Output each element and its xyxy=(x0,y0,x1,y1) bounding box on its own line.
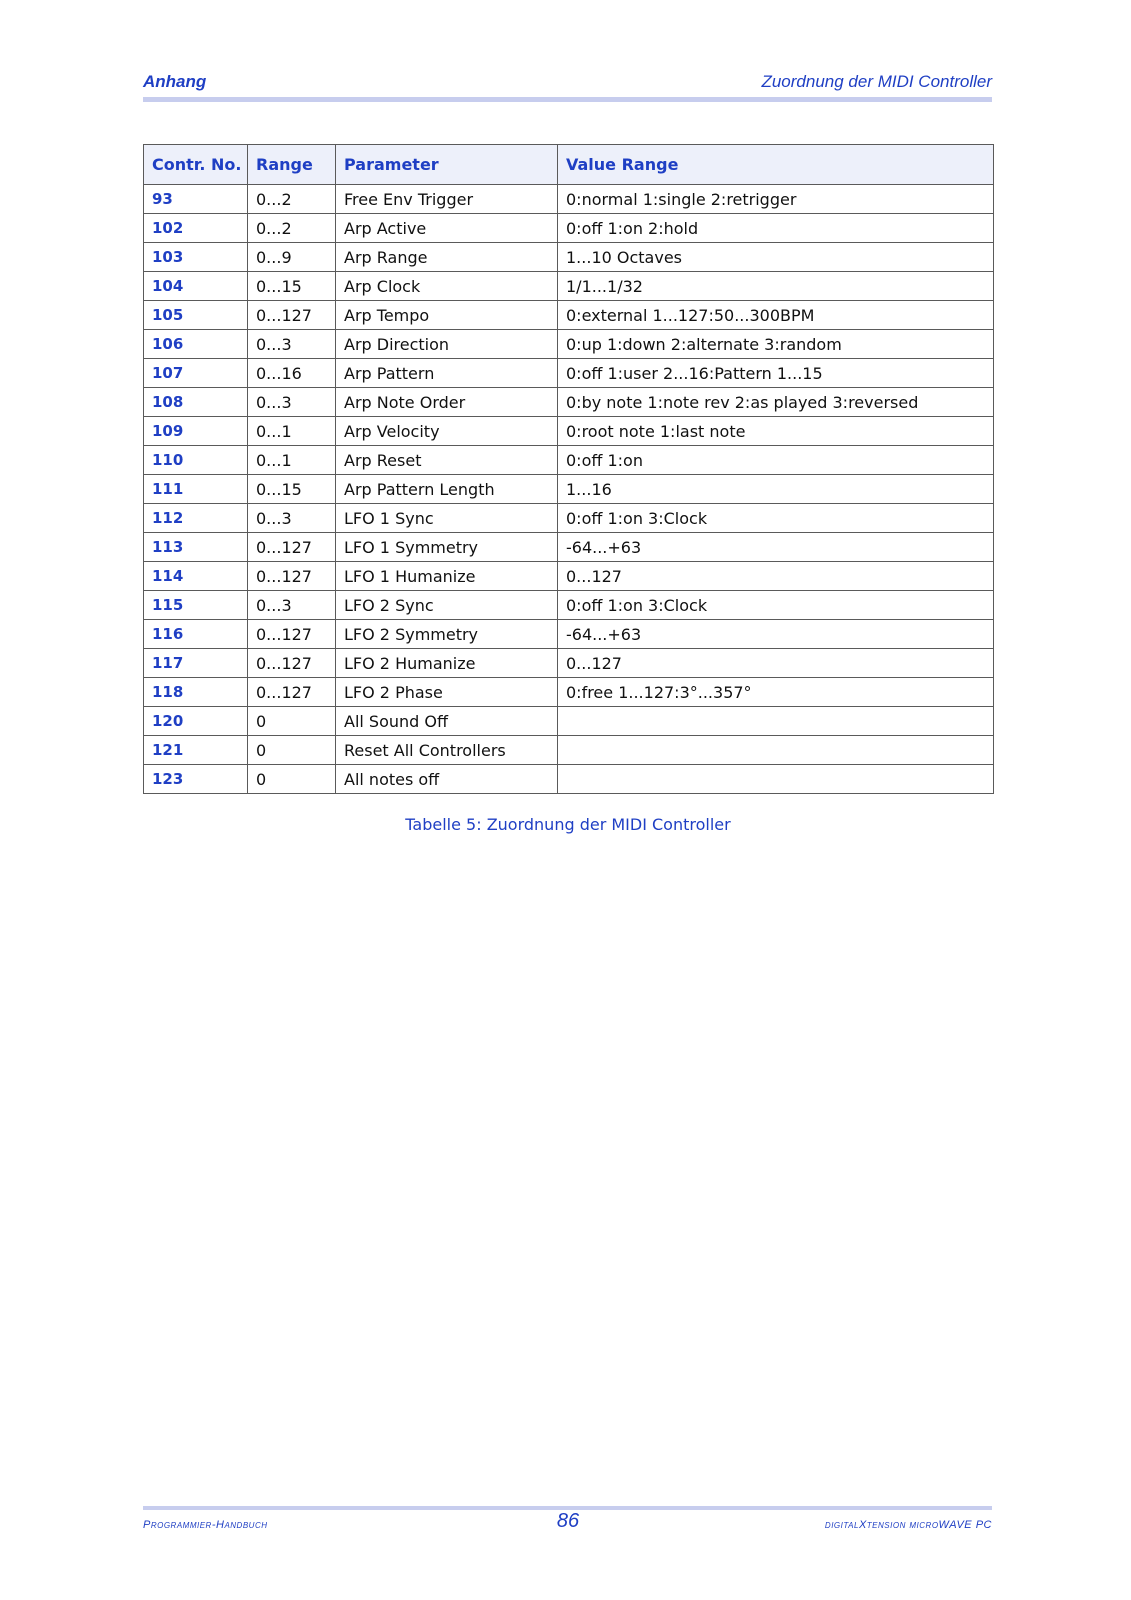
table-row xyxy=(144,533,994,562)
table-row xyxy=(144,591,994,620)
cell-parameter: LFO 1 Sync xyxy=(336,504,558,533)
cell-parameter: All Sound Off xyxy=(336,707,558,736)
cell-contr-no: 117 xyxy=(144,649,248,678)
cell-range: 0...127 xyxy=(248,678,336,707)
table-row xyxy=(144,504,994,533)
cell-contr-no: 121 xyxy=(144,736,248,765)
table-row xyxy=(144,214,994,243)
table-body xyxy=(144,185,994,794)
cell-range: 0 xyxy=(248,707,336,736)
header-chapter-title: Zuordnung der MIDI Controller xyxy=(761,72,992,91)
cell-range: 0...127 xyxy=(248,533,336,562)
header-rule xyxy=(143,97,992,102)
column-header-range: Range xyxy=(248,145,336,185)
cell-contr-no: 102 xyxy=(144,214,248,243)
table-row xyxy=(144,301,994,330)
page-number: 86 xyxy=(556,1510,580,1532)
midi-controller-table xyxy=(143,144,994,794)
table-row xyxy=(144,243,994,272)
cell-contr-no: 109 xyxy=(144,417,248,446)
cell-contr-no: 111 xyxy=(144,475,248,504)
cell-contr-no: 123 xyxy=(144,765,248,794)
cell-range: 0...9 xyxy=(248,243,336,272)
cell-range: 0...3 xyxy=(248,504,336,533)
cell-value-range: 1/1...1/32 xyxy=(558,272,994,301)
table-row xyxy=(144,185,994,214)
cell-value-range: 0...127 xyxy=(558,562,994,591)
table-row xyxy=(144,446,994,475)
cell-range: 0...127 xyxy=(248,649,336,678)
cell-parameter: Arp Active xyxy=(336,214,558,243)
cell-value-range: -64...+63 xyxy=(558,620,994,649)
cell-parameter: LFO 2 Phase xyxy=(336,678,558,707)
table-row xyxy=(144,707,994,736)
column-header-value-range: Value Range xyxy=(558,145,994,185)
cell-range: 0...3 xyxy=(248,591,336,620)
table-row xyxy=(144,736,994,765)
cell-contr-no: 104 xyxy=(144,272,248,301)
cell-value-range xyxy=(558,736,994,765)
cell-contr-no: 105 xyxy=(144,301,248,330)
cell-contr-no: 93 xyxy=(144,185,248,214)
cell-value-range: 0:normal 1:single 2:retrigger xyxy=(558,185,994,214)
table-row xyxy=(144,272,994,301)
cell-value-range: 0:external 1...127:50...300BPM xyxy=(558,301,994,330)
cell-contr-no: 115 xyxy=(144,591,248,620)
cell-parameter: LFO 1 Symmetry xyxy=(336,533,558,562)
table-row xyxy=(144,678,994,707)
cell-value-range: 0:root note 1:last note xyxy=(558,417,994,446)
cell-value-range xyxy=(558,707,994,736)
cell-contr-no: 106 xyxy=(144,330,248,359)
cell-parameter: LFO 2 Humanize xyxy=(336,649,558,678)
cell-parameter: Arp Clock xyxy=(336,272,558,301)
cell-value-range: 0:up 1:down 2:alternate 3:random xyxy=(558,330,994,359)
cell-parameter: Free Env Trigger xyxy=(336,185,558,214)
cell-range: 0 xyxy=(248,765,336,794)
table-row xyxy=(144,620,994,649)
cell-value-range: 0...127 xyxy=(558,649,994,678)
cell-value-range: 0:by note 1:note rev 2:as played 3:reversed xyxy=(558,388,994,417)
cell-contr-no: 108 xyxy=(144,388,248,417)
cell-parameter: Arp Tempo xyxy=(336,301,558,330)
cell-range: 0...1 xyxy=(248,417,336,446)
cell-range: 0...16 xyxy=(248,359,336,388)
cell-contr-no: 116 xyxy=(144,620,248,649)
table-row xyxy=(144,330,994,359)
table-row xyxy=(144,649,994,678)
cell-range: 0...1 xyxy=(248,446,336,475)
footer-manual-title: Programmier-Handbuch xyxy=(143,1519,268,1531)
table-header-row xyxy=(144,145,994,185)
cell-contr-no: 110 xyxy=(144,446,248,475)
column-header-contr-no: Contr. No. xyxy=(144,145,248,185)
cell-range: 0...15 xyxy=(248,475,336,504)
cell-contr-no: 113 xyxy=(144,533,248,562)
table-row xyxy=(144,562,994,591)
cell-parameter: LFO 1 Humanize xyxy=(336,562,558,591)
cell-contr-no: 107 xyxy=(144,359,248,388)
cell-value-range: 0:off 1:on 3:Clock xyxy=(558,591,994,620)
cell-value-range: 1...16 xyxy=(558,475,994,504)
cell-range: 0...127 xyxy=(248,301,336,330)
column-header-parameter: Parameter xyxy=(336,145,558,185)
cell-contr-no: 112 xyxy=(144,504,248,533)
cell-parameter: Arp Pattern Length xyxy=(336,475,558,504)
table-row xyxy=(144,417,994,446)
cell-value-range: 1...10 Octaves xyxy=(558,243,994,272)
cell-parameter: All notes off xyxy=(336,765,558,794)
cell-contr-no: 118 xyxy=(144,678,248,707)
cell-parameter: Arp Velocity xyxy=(336,417,558,446)
cell-parameter: Arp Direction xyxy=(336,330,558,359)
cell-value-range: 0:off 1:on xyxy=(558,446,994,475)
cell-contr-no: 103 xyxy=(144,243,248,272)
cell-parameter: Arp Pattern xyxy=(336,359,558,388)
cell-parameter: Arp Note Order xyxy=(336,388,558,417)
cell-range: 0...15 xyxy=(248,272,336,301)
cell-contr-no: 114 xyxy=(144,562,248,591)
cell-contr-no: 120 xyxy=(144,707,248,736)
cell-range: 0...127 xyxy=(248,562,336,591)
cell-parameter: Arp Range xyxy=(336,243,558,272)
cell-parameter: Reset All Controllers xyxy=(336,736,558,765)
table-row xyxy=(144,765,994,794)
cell-parameter: Arp Reset xyxy=(336,446,558,475)
table-row xyxy=(144,388,994,417)
cell-value-range: 0:off 1:on 3:Clock xyxy=(558,504,994,533)
cell-parameter: LFO 2 Sync xyxy=(336,591,558,620)
table-row xyxy=(144,359,994,388)
table-row xyxy=(144,475,994,504)
cell-value-range: 0:free 1...127:3°...357° xyxy=(558,678,994,707)
cell-parameter: LFO 2 Symmetry xyxy=(336,620,558,649)
cell-range: 0...3 xyxy=(248,330,336,359)
cell-range: 0 xyxy=(248,736,336,765)
cell-value-range: 0:off 1:user 2...16:Pattern 1...15 xyxy=(558,359,994,388)
cell-range: 0...127 xyxy=(248,620,336,649)
table-caption: Tabelle 5: Zuordnung der MIDI Controller xyxy=(405,815,731,834)
cell-value-range: 0:off 1:on 2:hold xyxy=(558,214,994,243)
cell-value-range: -64...+63 xyxy=(558,533,994,562)
header-section-title: Anhang xyxy=(143,72,207,91)
cell-range: 0...2 xyxy=(248,214,336,243)
cell-range: 0...3 xyxy=(248,388,336,417)
cell-value-range xyxy=(558,765,994,794)
cell-range: 0...2 xyxy=(248,185,336,214)
footer-product-name: digitalXtension microWAVE PC xyxy=(824,1519,992,1531)
